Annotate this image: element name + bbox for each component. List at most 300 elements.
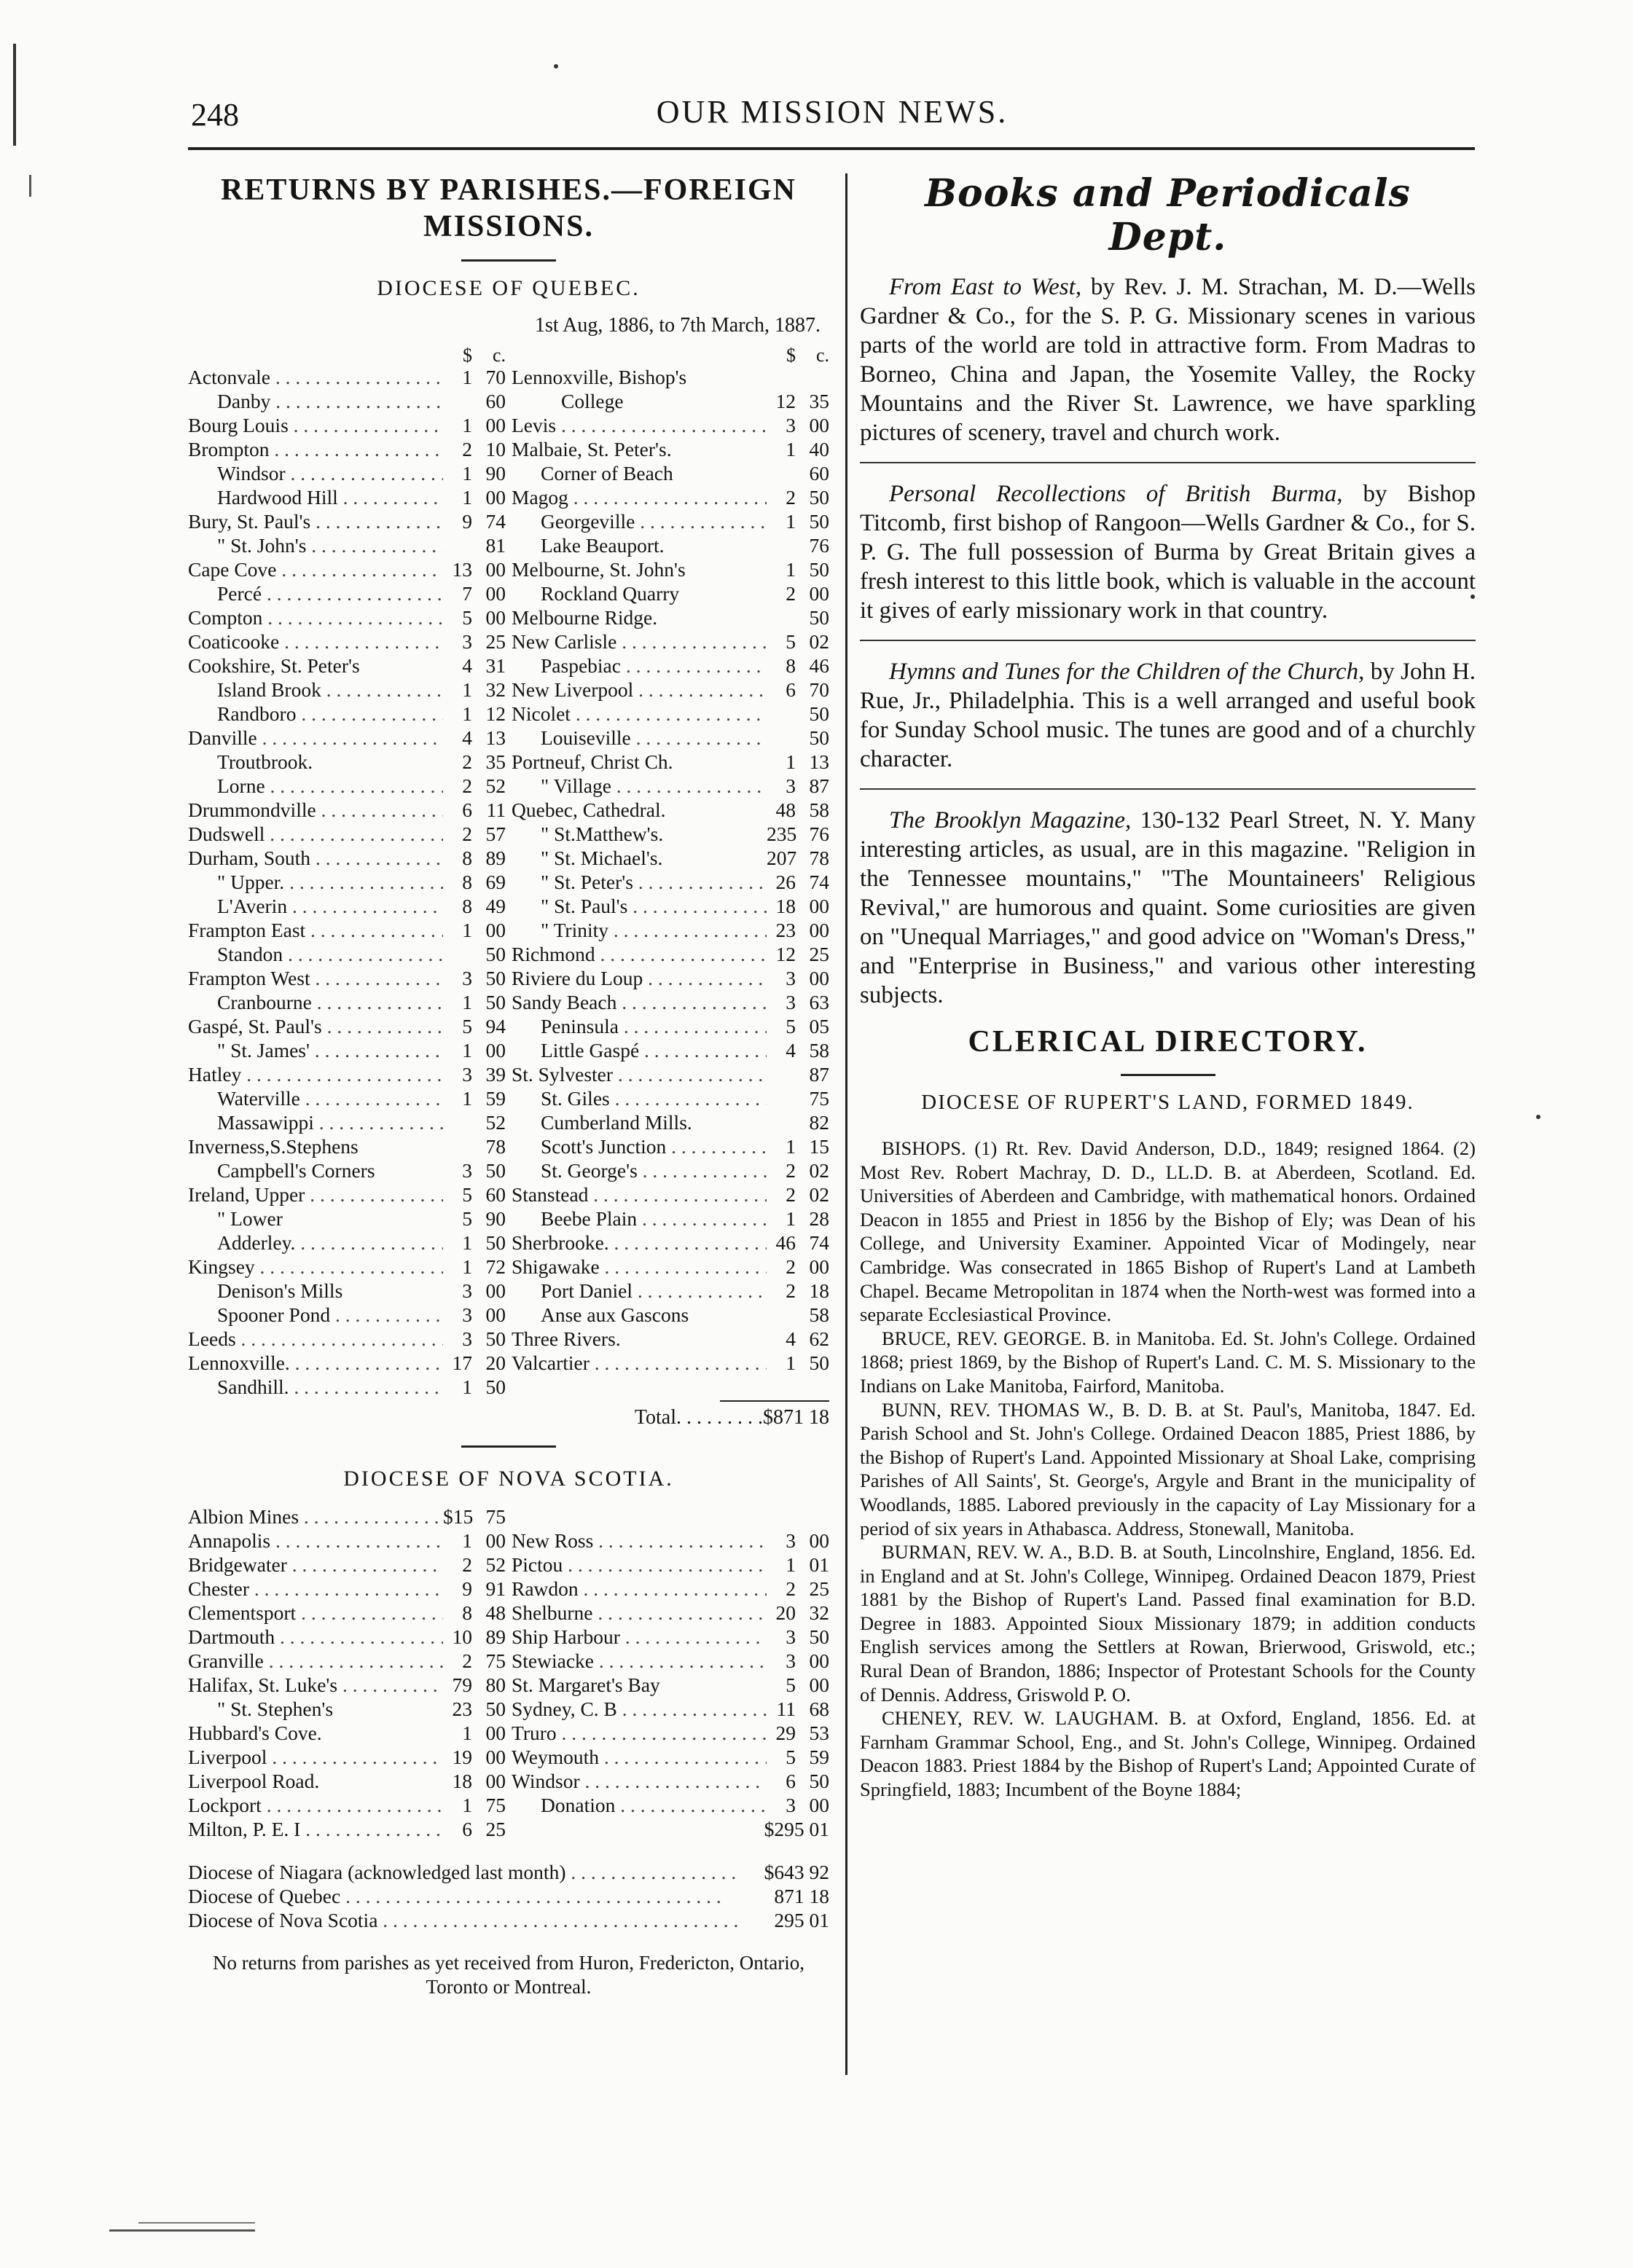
parish-name: " Lower xyxy=(217,1207,283,1230)
parish-row xyxy=(512,894,829,918)
parish-name: Albion Mines . . . xyxy=(188,1504,443,1529)
amount-cents: 50 xyxy=(809,486,829,509)
amount-dollars: 3 xyxy=(462,1159,472,1182)
parish-name: Truro . . . xyxy=(512,1721,767,1745)
amount-dollars: 4 xyxy=(786,1039,796,1062)
no-returns-note: No returns from parishes as yet received from Huron, Fredericton, Ontario, Toronto or Montreal. xyxy=(213,1952,804,1998)
parish-row xyxy=(512,1673,829,1697)
clergy-name: BURMAN, REV. W. A., B.D. xyxy=(882,1541,1115,1563)
amount-dollars: 2 xyxy=(462,774,472,797)
amount-cents: 87 xyxy=(809,774,829,797)
parish-row xyxy=(188,461,506,485)
amount-cents: 53 xyxy=(809,1722,829,1744)
review-item xyxy=(860,479,1476,625)
parish-row xyxy=(188,1577,506,1601)
amount-dollars: 3 xyxy=(462,630,472,653)
amount-dollars: 2 xyxy=(462,1553,472,1576)
parish-row xyxy=(512,1182,829,1206)
parish-name: Liverpool Road. xyxy=(188,1770,320,1792)
amount-cents: 00 xyxy=(809,919,829,941)
quebec-table xyxy=(188,343,829,1399)
parish-name: Little Gaspé . . . xyxy=(512,1038,767,1062)
amount-cents: 50 xyxy=(485,1698,506,1720)
amount-dollars: 1 xyxy=(462,1376,472,1398)
parish-name: New Carlisle . . . xyxy=(512,629,767,654)
amount-dollars: 8 xyxy=(462,871,472,893)
amount-cents: 46 xyxy=(809,654,829,677)
amount-cents: 00 xyxy=(485,606,506,629)
parish-row xyxy=(188,581,506,605)
amount-cents: 50 xyxy=(485,1231,506,1254)
parish-name: Nicolet . . . xyxy=(512,702,767,726)
title-rule xyxy=(461,259,556,262)
amount-dollars: 5 xyxy=(462,1015,472,1037)
parish-name: Portneuf, Christ Ch. xyxy=(512,750,673,773)
parish-name: Lennoxville. . . . xyxy=(188,1351,443,1375)
nova-scotia-column-1 xyxy=(188,1504,506,1841)
amount-dollars: 4 xyxy=(462,654,472,677)
amount-dollars: 2 xyxy=(462,750,472,773)
review-item xyxy=(860,657,1476,774)
parish-name: Dartmouth . . . xyxy=(188,1625,443,1649)
amount-cents: 70 xyxy=(485,366,506,388)
amount-cents: 40 xyxy=(809,438,829,460)
amount-dollars: 1 xyxy=(786,750,796,773)
amount-dollars: 5 xyxy=(786,1673,796,1696)
parish-row xyxy=(512,1110,829,1134)
amount-cents: 50 xyxy=(485,991,506,1013)
amount-dollars: 5 xyxy=(786,1015,796,1037)
parish-name: Gaspé, St. Paul's . . . xyxy=(188,1014,443,1038)
page-number: 248 xyxy=(191,97,239,133)
parish-name: Windsor . . . xyxy=(512,1769,767,1793)
amount-cents: 00 xyxy=(809,582,829,605)
parish-row xyxy=(512,726,829,750)
parish-name: Standon . . . xyxy=(188,942,443,966)
amount-cents: 52 xyxy=(485,774,506,797)
amount-cents: 50 xyxy=(809,702,829,725)
parish-name: Denison's Mills xyxy=(217,1279,343,1302)
amount-cents: 20 xyxy=(485,1351,506,1374)
review-separator xyxy=(860,462,1476,463)
amount-dollars: 4 xyxy=(786,1327,796,1350)
parish-name: Quebec, Cathedral. xyxy=(512,798,666,821)
parish-row xyxy=(188,1504,506,1529)
amount-dollars: 1 xyxy=(462,1722,472,1744)
amount-dollars: 48 xyxy=(775,798,796,821)
parish-name: Sandy Beach . . . xyxy=(512,990,767,1014)
parish-name: Adderley. . . . xyxy=(188,1231,443,1255)
review-title: From East to West, xyxy=(889,274,1082,300)
clerical-directory-title: CLERICAL DIRECTORY. xyxy=(968,1025,1368,1059)
amount-dollars: 1 xyxy=(786,438,796,460)
amount-dollars: 1 xyxy=(786,558,796,581)
amount-cents: 00 xyxy=(485,486,506,509)
amount-dollars: 3 xyxy=(786,991,796,1013)
header-rule xyxy=(188,147,1475,150)
dollar-symbol: $ xyxy=(786,345,796,365)
review-item xyxy=(860,272,1476,447)
parish-name: " St.Matthew's. xyxy=(541,823,664,845)
parish-row xyxy=(188,413,506,437)
quebec-total-rule-wrap xyxy=(188,1399,829,1405)
amount-cents: 74 xyxy=(485,510,506,533)
parish-name: Melbourne Ridge. xyxy=(512,606,658,629)
parish-name: " St. Stephen's xyxy=(217,1698,334,1720)
parish-name: " St. John's . . . xyxy=(188,533,443,557)
parish-name: St. Margaret's Bay xyxy=(512,1673,660,1696)
parish-row xyxy=(188,798,506,822)
parish-row xyxy=(188,1182,506,1206)
review-text: 130-132 Pearl Street, N. Y. Many interesting articles, as usual, are in this magazine. "Religion in the Tennessee mountains," "The Mountaineers' Religious Revival," are humorous and quaint. Some curiosities are given on "Unequal Marriages," and good advice on "Woman's Dress," and "Enterprise in Business," and various other interesting subjects. xyxy=(860,807,1476,1008)
returns-title-line1: RETURNS BY PARISHES.—FOREIGN xyxy=(221,173,796,207)
amount-cents: 00 xyxy=(485,1722,506,1744)
parish-name: Rockland Quarry xyxy=(541,582,680,605)
parish-row xyxy=(188,1303,506,1327)
review-text: by Bishop Titcomb, first bishop of Rangoon—Wells Gardner & Co., for S. P. G. The full possession of Burma by Great Britain gives a fresh interest to this little book, which is valuable in the account it gives of early missionary work in that country. xyxy=(860,481,1476,624)
parish-row xyxy=(512,1601,829,1625)
review-item xyxy=(860,806,1476,1010)
quebec-total: Total . . . . . . . . . $871 18 xyxy=(634,1406,829,1429)
parish-name: Cumberland Mills. xyxy=(541,1111,692,1134)
amount-dollars: 12 xyxy=(775,390,796,412)
amount-cents: 59 xyxy=(809,1746,829,1768)
amount-cents: 01 xyxy=(809,1553,829,1576)
amount-cents: 90 xyxy=(485,462,506,484)
amount-cents: 87 xyxy=(809,1063,829,1086)
parish-row xyxy=(512,1158,829,1182)
amount-cents: 05 xyxy=(809,1015,829,1037)
parish-row xyxy=(512,1279,829,1303)
parish-row xyxy=(188,509,506,533)
amount-cents: 02 xyxy=(809,630,829,653)
parish-name: Dudswell . . . xyxy=(188,822,443,846)
parish-row xyxy=(512,365,829,389)
nova-scotia-column-2 xyxy=(512,1504,829,1841)
parish-name: Danville . . . xyxy=(188,726,443,750)
parish-row xyxy=(188,966,506,990)
total-label: Total xyxy=(634,1406,676,1429)
amount-cents: 02 xyxy=(809,1159,829,1182)
amount-cents: 90 xyxy=(485,1207,506,1230)
amount-cents: 00 xyxy=(485,1770,506,1792)
cent-symbol: c. xyxy=(815,345,829,365)
parish-name: Shelburne . . . xyxy=(512,1601,767,1625)
amount-dollars: 7 xyxy=(462,582,472,605)
review-separator xyxy=(860,640,1476,641)
returns-title-line2: MISSIONS. xyxy=(423,210,594,243)
parish-name: Annapolis . . . xyxy=(188,1529,443,1553)
parish-row xyxy=(188,1255,506,1279)
clerical-rule xyxy=(1121,1074,1215,1076)
amount-cents: 50 xyxy=(809,1770,829,1792)
parish-row xyxy=(188,485,506,509)
amount-dollars: 18 xyxy=(452,1770,472,1792)
amount-dollars: 3 xyxy=(462,1063,472,1086)
parish-row xyxy=(512,1553,829,1577)
parish-name: Ireland, Upper . . . xyxy=(188,1182,443,1206)
parish-name: New Ross . . . xyxy=(512,1529,767,1553)
parish-row xyxy=(188,605,506,629)
parish-name: Kingsey . . . xyxy=(188,1255,443,1279)
parish-row xyxy=(512,822,829,846)
parish-name: " St. Peter's . . . xyxy=(512,870,767,894)
parish-name: Granville . . . xyxy=(188,1649,443,1673)
amount-dollars: 79 xyxy=(452,1673,472,1696)
clergy-entry xyxy=(860,1706,1476,1801)
amount-dollars: 23 xyxy=(775,919,796,941)
parish-row xyxy=(512,1134,829,1158)
amount-dollars: 11 xyxy=(776,1698,796,1720)
parish-row xyxy=(188,918,506,942)
parish-row xyxy=(512,846,829,870)
amount-cents: 00 xyxy=(485,1279,506,1302)
amount-dollars: 8 xyxy=(786,654,796,677)
amount-cents: 25 xyxy=(809,943,829,965)
amount-cents: 50 xyxy=(809,510,829,533)
amount-dollars: 6 xyxy=(786,1770,796,1792)
amount-cents: 00 xyxy=(485,1746,506,1768)
parish-name: Corner of Beach xyxy=(541,462,673,484)
amount-dollars: 6 xyxy=(462,1818,472,1840)
parish-row xyxy=(512,1086,829,1110)
ns-total-rule-wrap xyxy=(512,1504,829,1529)
amount-dollars: 5 xyxy=(462,1207,472,1230)
parish-row xyxy=(512,870,829,894)
parish-row xyxy=(188,1351,506,1375)
amount-cents: 50 xyxy=(485,1159,506,1182)
parish-row xyxy=(512,581,829,605)
parish-name: Valcartier . . . xyxy=(512,1351,767,1375)
parish-name: Ship Harbour . . . xyxy=(512,1625,767,1649)
parish-row xyxy=(188,1673,506,1697)
parish-row xyxy=(512,1327,829,1351)
scan-footer-mark xyxy=(109,2229,255,2239)
amount-cents: 59 xyxy=(485,1087,506,1110)
clergy-name: BUNN, REV. THOMAS W., B. D. xyxy=(882,1398,1167,1421)
amount-cents: 76 xyxy=(809,823,829,845)
quebec-column-1 xyxy=(188,343,506,1399)
amount-cents: 00 xyxy=(809,414,829,436)
parish-row xyxy=(512,629,829,654)
amount-dollars: 3 xyxy=(786,1794,796,1816)
parish-row xyxy=(512,437,829,461)
column-divider xyxy=(845,173,847,2075)
parish-name: Lake Beauport. xyxy=(541,534,665,557)
amount-dollars: 1 xyxy=(462,678,472,701)
amount-dollars: 26 xyxy=(775,871,796,893)
parish-row xyxy=(188,726,506,750)
summary-value: $643 92 xyxy=(764,1861,829,1883)
amount-cents: 00 xyxy=(809,967,829,989)
amount-cents: 50 xyxy=(485,1376,506,1398)
dollar-symbol: $ xyxy=(463,345,472,365)
scan-speck xyxy=(1471,595,1475,599)
parish-name: Louiseville . . . xyxy=(512,726,767,750)
amount-cents: 00 xyxy=(809,1529,829,1552)
amount-dollars: 1 xyxy=(462,462,472,484)
parish-row xyxy=(512,1625,829,1649)
parish-row xyxy=(188,1817,506,1841)
amount-cents: 49 xyxy=(485,895,506,917)
parish-name: Cookshire, St. Peter's xyxy=(188,654,360,677)
parish-row xyxy=(188,1375,506,1399)
amount-cents: 50 xyxy=(485,967,506,989)
summary-label: Diocese of Niagara (acknowledged last month) . . . xyxy=(188,1860,742,1884)
amount-cents: 35 xyxy=(485,750,506,773)
amount-cents: 15 xyxy=(809,1135,829,1158)
amount-dollars: 2 xyxy=(786,486,796,509)
books-dept-title: Books and Periodicals Dept. xyxy=(925,171,1411,259)
parish-name: Compton . . . xyxy=(188,605,443,629)
amount-cents: 13 xyxy=(809,750,829,773)
amount-cents: 58 xyxy=(809,1039,829,1062)
parish-name: Stanstead . . . xyxy=(512,1182,767,1206)
amount-cents: 50 xyxy=(809,726,829,749)
scan-footer-mark-2 xyxy=(138,2222,255,2224)
parish-name: Lennoxville, Bishop's xyxy=(512,366,687,388)
directory-entries xyxy=(860,1137,1476,1802)
parish-row xyxy=(512,774,829,798)
parish-row xyxy=(512,1351,829,1375)
amount-cents: 00 xyxy=(485,1303,506,1326)
parish-row xyxy=(188,654,506,678)
parish-name: Island Brook . . . xyxy=(188,678,443,702)
amount-dollars: 1 xyxy=(462,1231,472,1254)
parish-row xyxy=(512,1769,829,1793)
currency-header xyxy=(188,343,506,365)
parish-name: Campbell's Corners xyxy=(217,1159,375,1182)
amount-dollars: 3 xyxy=(462,967,472,989)
right-column xyxy=(860,172,1476,1802)
amount-cents: 28 xyxy=(809,1207,829,1230)
parish-row xyxy=(512,1721,829,1745)
parish-name: St. George's . . . xyxy=(512,1158,767,1182)
parish-row xyxy=(188,1231,506,1255)
parish-name: New Liverpool . . . xyxy=(512,678,767,702)
parish-name: Leeds . . . xyxy=(188,1327,443,1351)
parish-row xyxy=(512,557,829,581)
amount-cents: 94 xyxy=(485,1015,506,1037)
parish-name: Chester . . . xyxy=(188,1577,443,1601)
clergy-details: (1) Rt. Rev. David Anderson, D.D., 1849; resigned 1864. (2) Most Rev. Robert Machray, D. D., LL.D. B. at Aberdeen, Scotland. Ed. Universities of Aberdeen and Cambridge, with mathematical honors. Ordained Deacon in 1855 and Priest in 1856 by the Bishop of Ely; was Dean of his College, and University Examiner. Appointed Vicar of Modingely, near Cambridge. Was consecrated in 1865 Bishop of Rupert's Land at Lambeth Chapel. Became Metropolitan in 1874 when the North-west was formed into a separate Ecclesiastical Province. xyxy=(860,1137,1476,1326)
clergy-details: B. at Oxford, England, 1856. Ed. at Farnham Grammar School, Eng., and St. John's College, Winnipeg. Ordained Deacon 1883. Priest 1884 by the Bishop of Rupert's Land; Appointed Curate of Springfield, 1883; Incumbent of the Boyne 1884; xyxy=(860,1707,1476,1801)
quebec-column-2 xyxy=(512,343,829,1399)
summary-row xyxy=(188,1860,829,1884)
amount-dollars: 2 xyxy=(786,1577,796,1600)
parish-row xyxy=(512,413,829,437)
amount-cents: 74 xyxy=(809,1231,829,1254)
parish-row xyxy=(512,942,829,966)
parish-row xyxy=(512,1231,829,1255)
summary-value: 871 18 xyxy=(774,1885,829,1907)
parish-row xyxy=(512,1255,829,1279)
amount-cents: 72 xyxy=(485,1255,506,1278)
parish-name: " Trinity . . . xyxy=(512,918,767,942)
quebec-date-range: 1st Aug, 1886, to 7th March, 1887. xyxy=(535,314,821,337)
amount-cents: 69 xyxy=(485,871,506,893)
amount-dollars: 4 xyxy=(462,726,472,749)
amount-cents: 74 xyxy=(809,871,829,893)
amount-cents: 78 xyxy=(809,847,829,869)
parish-name: Pictou . . . xyxy=(512,1553,767,1577)
summary-row xyxy=(188,1908,829,1932)
parish-name: Brompton . . . xyxy=(188,437,443,461)
amount-dollars: 12 xyxy=(775,943,796,965)
parish-row xyxy=(512,509,829,533)
amount-cents: 52 xyxy=(485,1111,506,1134)
amount-cents: 80 xyxy=(485,1673,506,1696)
amount-dollars: 8 xyxy=(462,847,472,869)
amount-dollars: 3 xyxy=(462,1303,472,1326)
review-text: by Rev. J. M. Strachan, M. D.—Wells Gardner & Co., for the S. P. G. Missionary scenes in various parts of the world are told in attractive form. From Madras to Borneo, China and Japan, the Yosemite Valley, the Rocky Mountains and the River St. Lawrence, we have sparkling pictures of scenery, travel and church work. xyxy=(860,274,1476,446)
amount-cents: 76 xyxy=(809,534,829,557)
amount-dollars: 10 xyxy=(452,1625,472,1648)
parish-row xyxy=(188,1649,506,1673)
amount-dollars: 1 xyxy=(462,366,472,388)
amount-dollars: 207 xyxy=(767,847,797,869)
amount-dollars: 2 xyxy=(786,582,796,605)
nova-scotia-total xyxy=(512,1817,829,1841)
parish-row xyxy=(188,533,506,557)
parish-row xyxy=(188,1062,506,1086)
amount-cents: 50 xyxy=(485,943,506,965)
parish-name: Magog . . . xyxy=(512,485,767,509)
parish-row xyxy=(512,918,829,942)
amount-dollars: 1 xyxy=(462,414,472,436)
parish-name: Beebe Plain . . . xyxy=(512,1206,767,1231)
parish-name: Troutbrook. xyxy=(217,750,313,773)
parish-row xyxy=(188,678,506,702)
amount-dollars: 1 xyxy=(462,486,472,509)
parish-name: " St. James' . . . xyxy=(188,1038,443,1062)
amount-dollars: 23 xyxy=(452,1698,472,1720)
parish-name: Waterville . . . xyxy=(188,1086,443,1110)
quebec-total-rule xyxy=(720,1400,829,1402)
parish-row xyxy=(512,461,829,485)
amount-cents: 78 xyxy=(485,1135,506,1158)
parish-row xyxy=(188,750,506,774)
amount-dollars: 5 xyxy=(786,630,796,653)
parish-name: Durham, South . . . xyxy=(188,846,443,870)
amount-cents: 25 xyxy=(809,1577,829,1600)
amount-cents: 58 xyxy=(809,798,829,821)
amount-dollars: 6 xyxy=(462,798,472,821)
parish-row xyxy=(188,1110,506,1134)
amount-dollars: 19 xyxy=(452,1746,472,1768)
amount-cents: 02 xyxy=(809,1183,829,1206)
parish-name: Levis . . . xyxy=(512,413,767,437)
parish-row xyxy=(188,1038,506,1062)
parish-name: Sydney, C. B . . . xyxy=(512,1697,767,1721)
parish-name: Lockport . . . xyxy=(188,1793,443,1817)
amount-dollars: 3 xyxy=(786,414,796,436)
parish-name: Danby . . . xyxy=(188,389,443,413)
amount-cents: 00 xyxy=(809,1673,829,1696)
amount-dollars: 2 xyxy=(786,1183,796,1206)
summary-value: 295 01 xyxy=(774,1909,829,1931)
parish-row xyxy=(512,966,829,990)
amount-cents: 35 xyxy=(809,390,829,412)
parish-row xyxy=(188,1086,506,1110)
quebec-heading: DIOCESE OF QUEBEC. xyxy=(377,276,641,300)
amount-cents: 50 xyxy=(485,1327,506,1350)
amount-cents: 00 xyxy=(809,895,829,917)
clergy-entry xyxy=(860,1540,1476,1706)
parish-row xyxy=(188,557,506,581)
parish-row xyxy=(512,1303,829,1327)
parish-row xyxy=(188,1601,506,1625)
